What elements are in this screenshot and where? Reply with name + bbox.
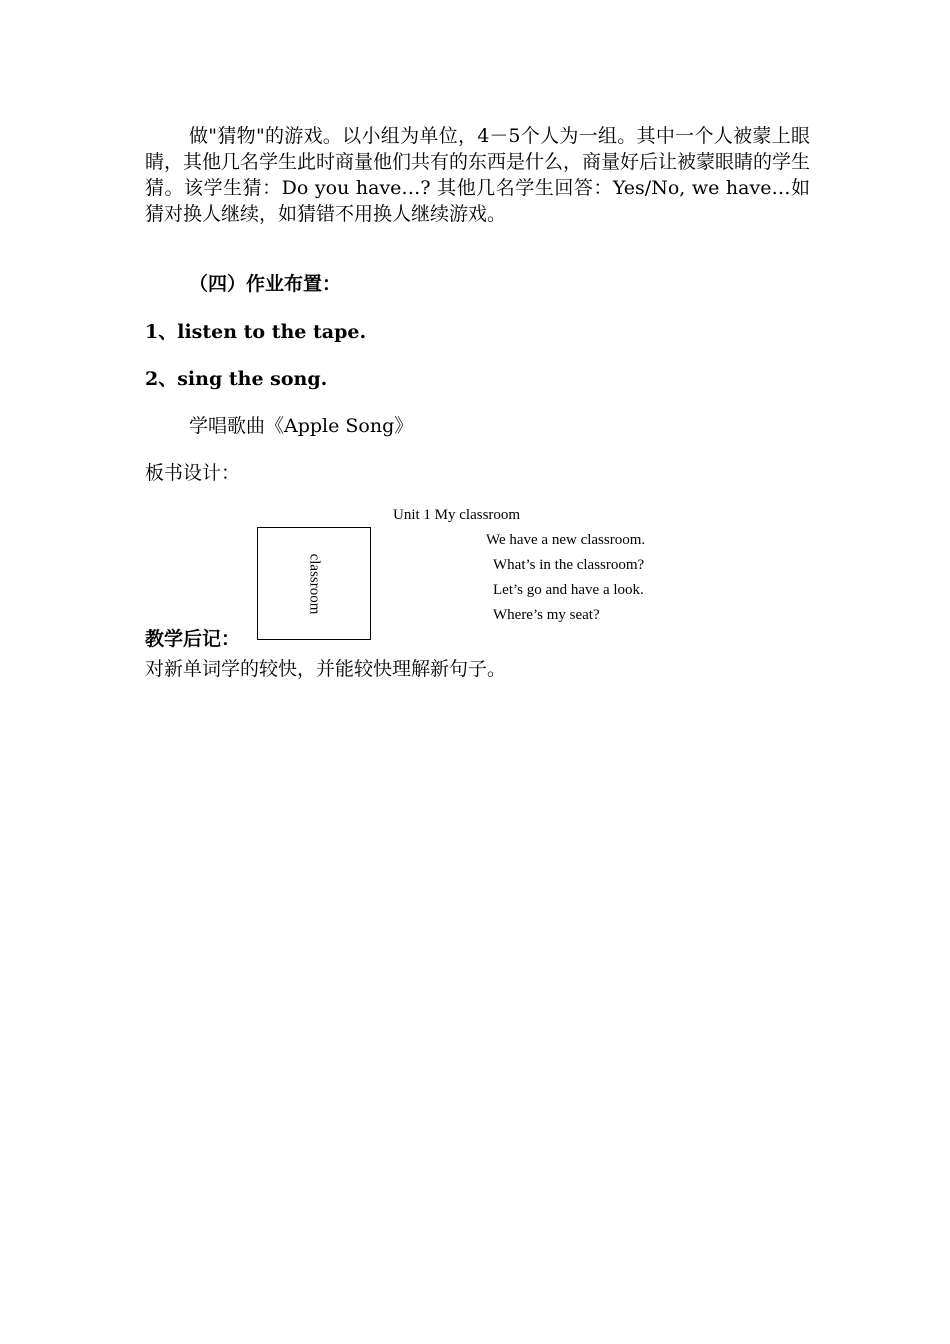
board-title: Unit 1 My classroom <box>393 507 521 523</box>
reflection-heading: 教学后记： <box>145 628 241 650</box>
game-description-paragraph: 做"猜物"的游戏。以小组为单位，4－5个人为一组。其中一个人被蒙上眼睛，其他几名学生此时商量他们共有的东西是什么，商量好后让被蒙眼睛的学生猜。该学生猜：Do you have…? 其他几名学生回答：Yes/No, we have…如猜对换人继续，如猜错不用换人继续游戏。 <box>145 125 811 225</box>
homework-item-1: 1、listen to the tape. <box>145 321 367 343</box>
board-line-1: We have a new classroom. <box>486 532 646 548</box>
board-vertical-word: classroom <box>306 553 323 614</box>
board-line-3: Let’s go and have a look. <box>493 582 644 598</box>
board-classroom-box <box>257 527 371 640</box>
board-line-2: What’s in the classroom? <box>493 557 645 573</box>
homework-item-2-detail: 学唱歌曲《Apple Song》 <box>189 415 414 437</box>
board-line-4: Where’s my seat? <box>493 607 600 623</box>
board-design-label: 板书设计： <box>145 462 241 484</box>
reflection-text: 对新单词学的较快，并能较快理解新句子。 <box>145 658 507 680</box>
homework-heading: （四）作业布置： <box>189 273 342 295</box>
homework-item-2: 2、sing the song. <box>145 368 328 390</box>
